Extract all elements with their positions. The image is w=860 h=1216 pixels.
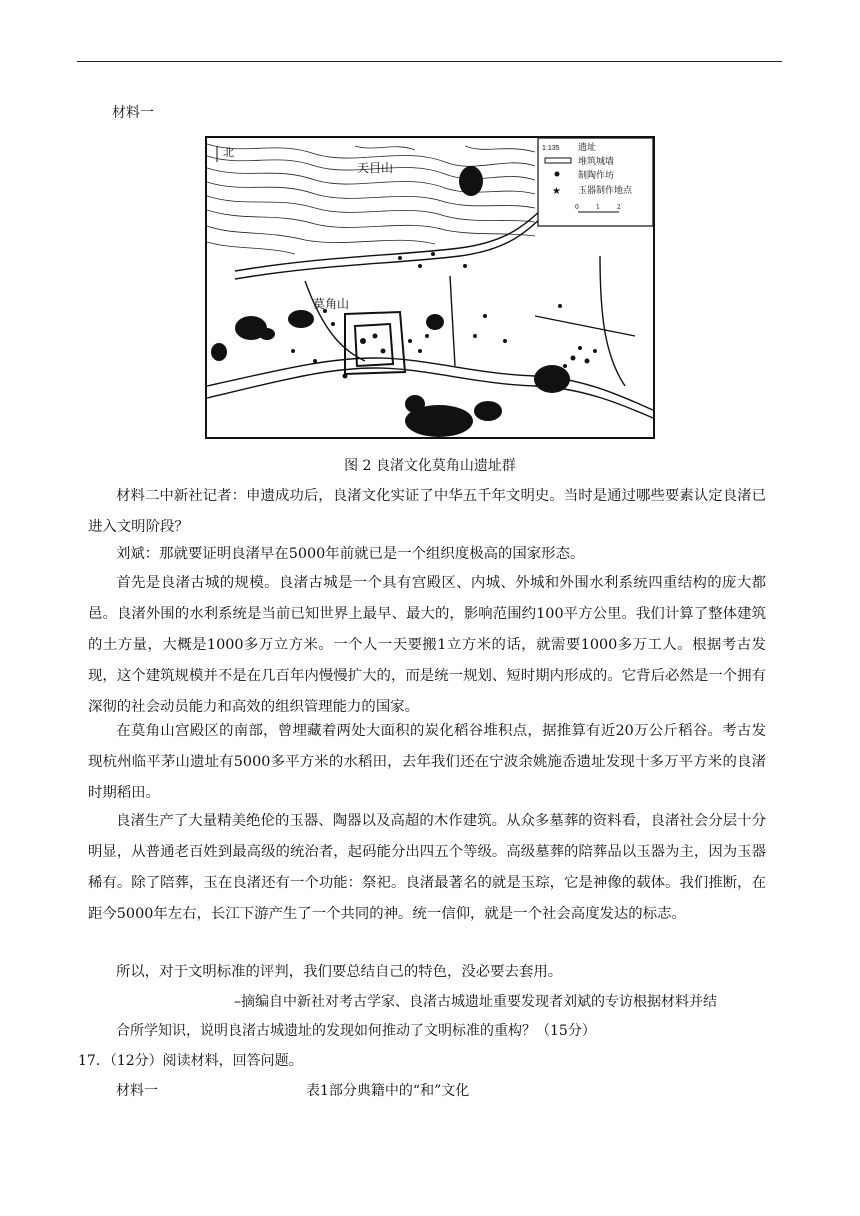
liangzhu-site-map [205, 136, 655, 439]
mountain-label: 天目山 [357, 161, 394, 175]
map-legend [538, 138, 653, 226]
material2-paragraph-6: 所以，对于文明标准的评判，我们要总结自己的特色，没必要去套用。 [116, 964, 563, 980]
legend-pottery: 制陶作坊 [578, 171, 615, 181]
legend-scale-0: 0 [575, 204, 579, 211]
source-attribution: –摘编自中新社对考古学家、良渚古城遗址重要发现者刘斌的专访根据材料并结 [234, 994, 717, 1010]
material2-paragraph-3: 首先是良渚古城的规模。良渚古城是一个具有宫殿区、内城、外城和外围水利系统四重结构的庞大都邑。良渚外围的水利系统是当前已知世界上最早、最大的，影响范围约100平方公里。我们计算了整体建筑的土方量，大概是1000多万立方米。一个人一天要搬1立方米的话，就需要1000多万工人。根据考古发现，这个建筑规模并不是在几百年内慢慢扩大的，而是统一规划、短时期内形成的。它背后必然是一个拥有深彻的社会动员能力和高效的组织管理能力的国家。 [88, 575, 766, 715]
q17-material-label: 材料一 [116, 1083, 158, 1099]
legend-scale-ratio: 1:135 [542, 145, 560, 152]
north-label: 北 [223, 147, 234, 159]
legend-wall: 堆筑城墙 [578, 157, 615, 167]
legend-jade: 玉器制作地点 [578, 186, 633, 196]
legend-scale-1: 1 [596, 204, 600, 211]
material-one-label: 材料一 [112, 105, 154, 121]
table-title: 表1部分典籍中的“和”文化 [306, 1083, 470, 1099]
header-rule [77, 61, 782, 62]
question-17-heading: 17．（12分）阅读材料，回答问题。 [78, 1053, 303, 1069]
material2-paragraph-5: 良渚生产了大量精美绝伦的玉器、陶器以及高超的木作建筑。从众多墓葬的资料看，良渚社会分层十分明显，从普通老百姓到最高级的统治者，起码能分出四五个等级。高级墓葬的陪葬品以玉器为主，因为玉器稀有。除了陪葬，玉在良渚还有一个功能：祭祀。良渚最著名的就是玉琮，它是神像的载体。我们推断，在距今5000年左右，长江下游产生了一个共同的神。统一信仰，就是一个社会高度发达的标志。 [88, 813, 766, 922]
figure-caption: 图 2 良渚文化莫角山遗址群 [344, 458, 516, 474]
material2-paragraph-4: 在莫角山宫殿区的南部，曾埋藏着两处大面积的炭化稻谷堆积点，据推算有近20万公斤稻谷。考古发现杭州临平茅山遗址有5000多平方米的水稻田，去年我们还在宁波余姚施岙遗址发现十多万平方米的良渚时期稻田。 [88, 723, 766, 801]
legend-scale-2: 2 [617, 204, 621, 211]
material2-paragraph-2: 刘斌：那就要证明良渚早在5000年前就已是一个组织度极高的国家形态。 [116, 546, 585, 562]
legend-site: 遗址 [578, 143, 597, 153]
star-legend-icon: ★ [552, 186, 561, 197]
site-label: 莫角山 [313, 297, 350, 311]
material2-paragraph-1: 材料二中新社记者：申遗成功后，良渚文化实证了中华五千年文明史。当时是通过哪些要素认定良渚已进入文明阶段？ [88, 488, 766, 535]
pottery-legend-icon [555, 172, 560, 177]
question-16: 合所学知识，说明良渚古城遗址的发现如何推动了文明标准的重构？（15分） [116, 1023, 596, 1039]
